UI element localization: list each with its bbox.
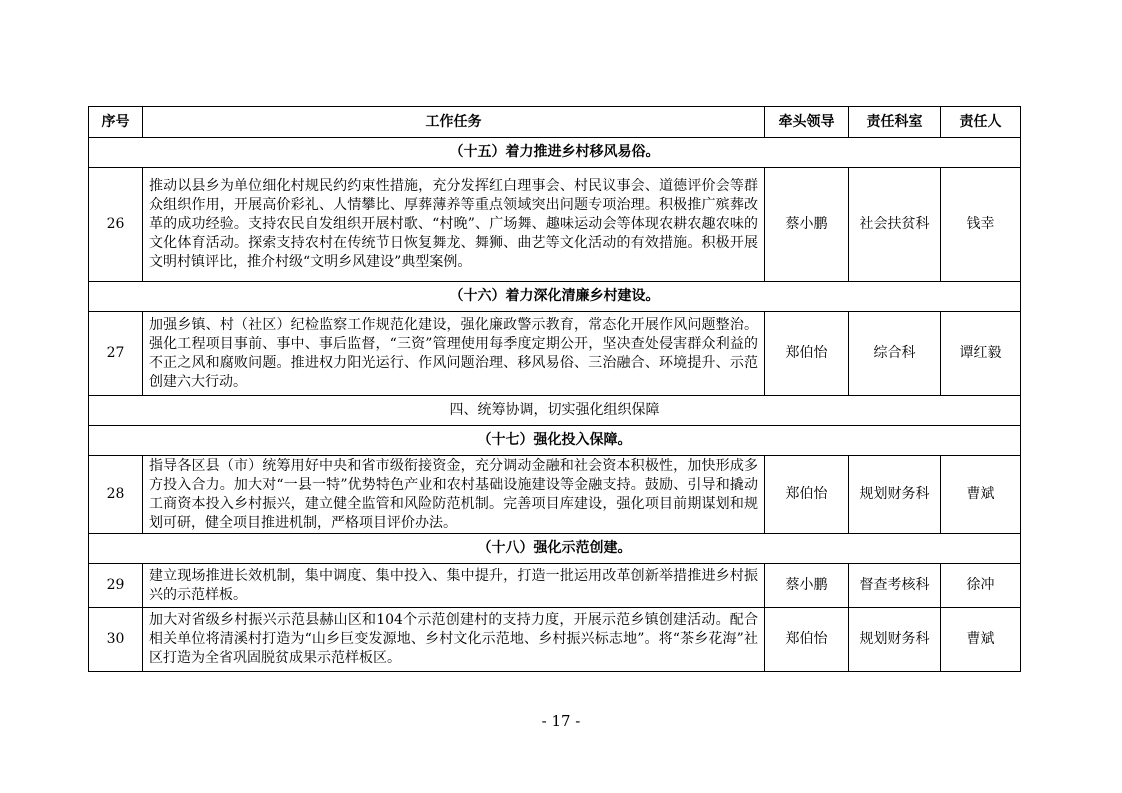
header-person: 责任人 bbox=[941, 107, 1021, 138]
row-dept: 综合科 bbox=[849, 312, 941, 396]
row-person: 曹斌 bbox=[941, 456, 1021, 534]
row-seq: 28 bbox=[89, 456, 143, 534]
row-task: 指导各区县（市）统筹用好中央和省市级衔接资金，充分调动金融和社会资本积极性，加快形成多方投入合力。加大对“一县一特”优势特色产业和农村基础设施建设等金融支持。鼓励、引导和撬动工商资本投入乡村振兴，建立健全监管和风险防范机制。完善项目库建设，强化项目前期谋划和规划可研，健全项目推进机制，严格项目评价办法。 bbox=[143, 456, 765, 534]
row-seq: 30 bbox=[89, 608, 143, 672]
table-header-row bbox=[89, 107, 1021, 138]
header-leader: 牵头领导 bbox=[765, 107, 849, 138]
page-number: - 17 - bbox=[541, 712, 581, 730]
section-title-17: （十七）强化投入保障。 bbox=[89, 426, 1021, 456]
table-row bbox=[89, 168, 1021, 282]
task-table bbox=[88, 106, 1021, 672]
header-dept: 责任科室 bbox=[849, 107, 941, 138]
row-seq: 27 bbox=[89, 312, 143, 396]
section-row bbox=[89, 426, 1021, 456]
row-person: 谭红毅 bbox=[941, 312, 1021, 396]
table-row bbox=[89, 564, 1021, 608]
row-dept: 督查考核科 bbox=[849, 564, 941, 608]
section-row bbox=[89, 138, 1021, 168]
row-leader: 郑伯怡 bbox=[765, 312, 849, 396]
section-row bbox=[89, 534, 1021, 564]
row-person: 曹斌 bbox=[941, 608, 1021, 672]
row-leader: 蔡小鹏 bbox=[765, 564, 849, 608]
row-seq: 26 bbox=[89, 168, 143, 282]
header-seq: 序号 bbox=[89, 107, 143, 138]
row-dept: 规划财务科 bbox=[849, 608, 941, 672]
table-row bbox=[89, 312, 1021, 396]
row-leader: 郑伯怡 bbox=[765, 608, 849, 672]
row-task: 加大对省级乡村振兴示范县赫山区和104个示范创建村的支持力度，开展示范乡镇创建活动。配合相关单位将清溪村打造为“山乡巨变发源地、乡村文化示范地、乡村振兴标志地”。将“茶乡花海”社区打造为全省巩固脱贫成果示范样板区。 bbox=[143, 608, 765, 672]
row-leader: 蔡小鹏 bbox=[765, 168, 849, 282]
row-dept: 规划财务科 bbox=[849, 456, 941, 534]
row-seq: 29 bbox=[89, 564, 143, 608]
section-row bbox=[89, 396, 1021, 426]
row-task: 加强乡镇、村（社区）纪检监察工作规范化建设，强化廉政警示教育，常态化开展作风问题整治。强化工程项目事前、事中、事后监督，“三资”管理使用每季度定期公开，坚决查处侵害群众利益的不正之风和腐败问题。推进权力阳光运行、作风问题治理、移风易俗、三治融合、环境提升、示范创建六大行动。 bbox=[143, 312, 765, 396]
row-person: 钱幸 bbox=[941, 168, 1021, 282]
row-leader: 郑伯怡 bbox=[765, 456, 849, 534]
header-task: 工作任务 bbox=[143, 107, 765, 138]
part-title-4: 四、统筹协调，切实强化组织保障 bbox=[89, 396, 1021, 426]
section-title-16: （十六）着力深化清廉乡村建设。 bbox=[89, 282, 1021, 312]
section-title-15: （十五）着力推进乡村移风易俗。 bbox=[89, 138, 1021, 168]
row-task: 建立现场推进长效机制，集中调度、集中投入、集中提升，打造一批运用改革创新举措推进乡村振兴的示范样板。 bbox=[143, 564, 765, 608]
table-row bbox=[89, 456, 1021, 534]
row-dept: 社会扶贫科 bbox=[849, 168, 941, 282]
section-title-18: （十八）强化示范创建。 bbox=[89, 534, 1021, 564]
table-row bbox=[89, 608, 1021, 672]
section-row bbox=[89, 282, 1021, 312]
row-task: 推动以县乡为单位细化村规民约约束性措施，充分发挥红白理事会、村民议事会、道德评价会等群众组织作用，开展高价彩礼、人情攀比、厚葬薄养等重点领域突出问题专项治理。积极推广殡葬改革的成功经验。支持农民自发组织开展村歌、“村晚”、广场舞、趣味运动会等体现农耕农趣农味的文化体育活动。探索支持农村在传统节日恢复舞龙、舞狮、曲艺等文化活动的有效措施。积极开展文明村镇评比，推介村级“文明乡风建设”典型案例。 bbox=[143, 168, 765, 282]
row-person: 徐冲 bbox=[941, 564, 1021, 608]
